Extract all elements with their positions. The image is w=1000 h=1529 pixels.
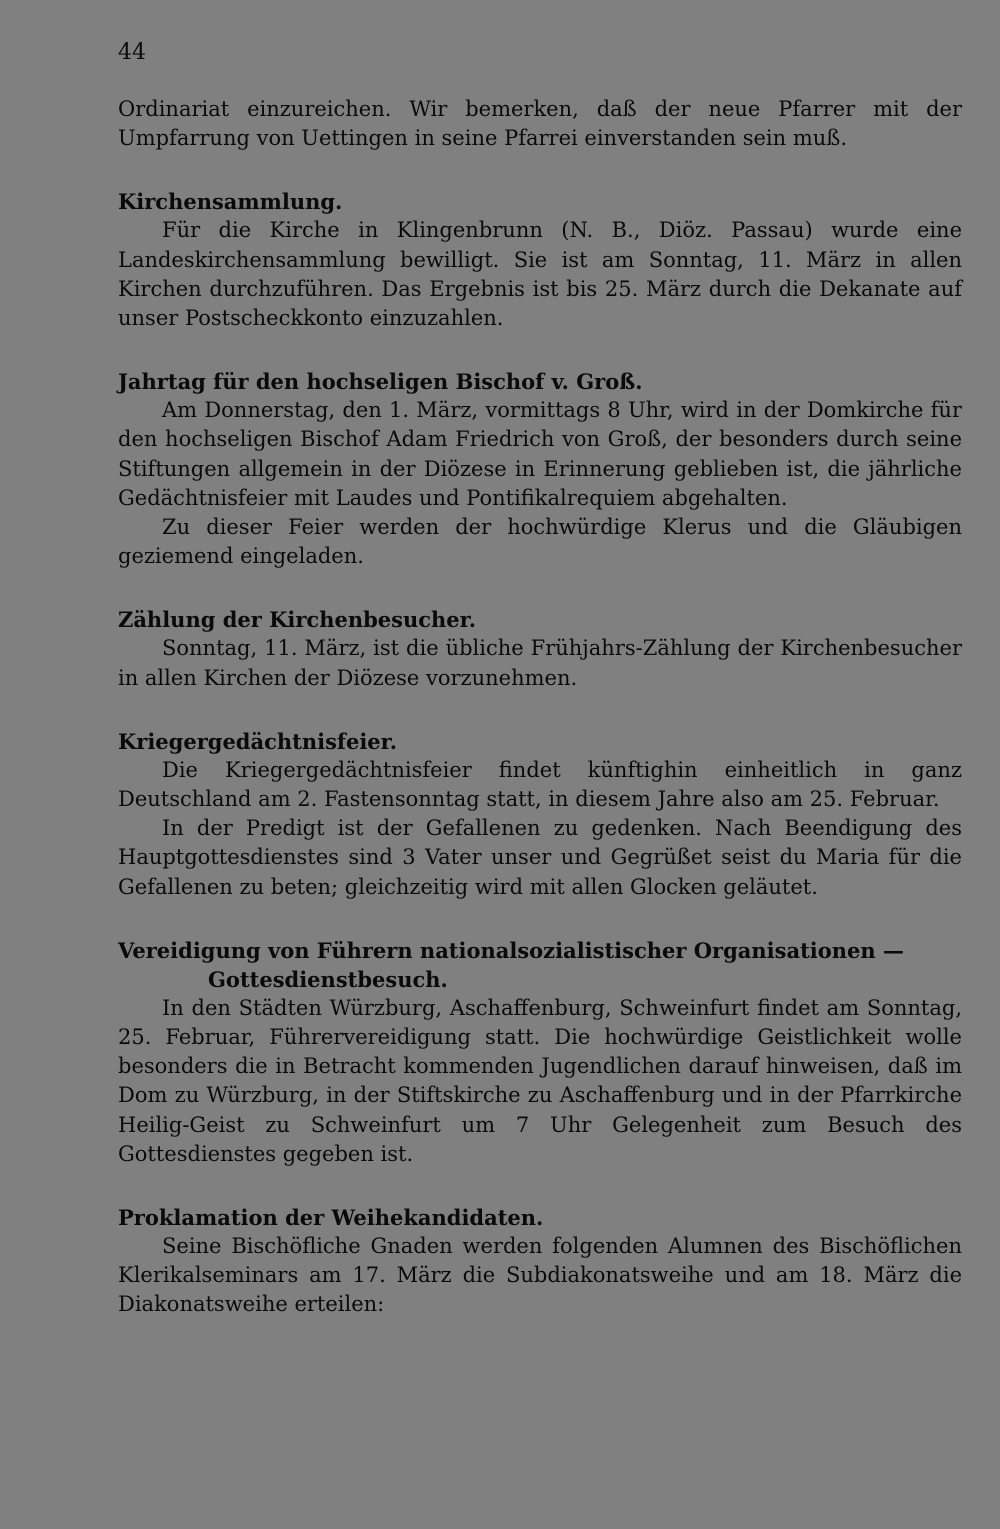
section-heading: Proklamation der Weihekandidaten.	[118, 1205, 544, 1231]
section-paragraph: Seine Bischöfliche Gnaden werden folgenden Alumnen des Bischöflichen Klerikalseminars am 17. März die Subdiakonatsweihe und am 18. März die Diakonatsweihe erteilen:	[118, 1234, 962, 1317]
section-zaehlung	[118, 605, 962, 692]
section-kirchensammlung	[118, 187, 962, 333]
section-heading: Kriegergedächtnisfeier.	[118, 728, 398, 754]
spacer	[118, 693, 962, 727]
section-paragraph: In der Predigt ist der Gefallenen zu gedenken. Nach Beendigung des Hauptgottesdienstes sind 3 Vater unser und Gegrüßet seist du Maria für die Gefallenen zu beten; gleichzeitig wird mit allen Glocken geläutet.	[118, 816, 962, 899]
section-heading: Zählung der Kirchenbesucher.	[118, 607, 477, 633]
spacer	[118, 1169, 962, 1203]
section-paragraph: Für die Kirche in Klingenbrunn (N. B., Diöz. Passau) wurde eine Landeskirchensammlung bewilligt. Sie ist am Sonntag, 11. März in allen Kirchen durchzuführen. Das Ergebnis ist bis 25. März durch die Dekanate auf unser Postscheckkonto einzuzahlen.	[118, 218, 962, 331]
spacer	[118, 333, 962, 367]
section-paragraph: Am Donnerstag, den 1. März, vormittags 8 Uhr, wird in der Domkirche für den hochseligen Bischof Adam Friedrich von Groß, der besonders durch seine Stiftungen allgemein in der Diözese in Erinnerung geblieben ist, die jährliche Gedächtnisfeier mit Laudes und Pontifikalrequiem abgehalten.	[118, 398, 962, 510]
section-proklamation	[118, 1203, 962, 1320]
section-kriegergedaechtnisfeier	[118, 727, 962, 902]
intro-paragraph: Ordinariat einzureichen. Wir bemerken, daß der neue Pfarrer mit der Umpfarrung von Uettingen in seine Pfarrei einverstanden sein muß.	[118, 97, 962, 151]
section-paragraph: Zu dieser Feier werden der hochwürdige Klerus und die Gläubigen geziemend eingeladen.	[118, 515, 962, 569]
page-number: 44	[118, 40, 146, 65]
section-heading: Vereidigung von Führern nationalsozialistischer Organisationen — Gottesdienstbesuch.	[118, 937, 904, 992]
section-heading: Kirchensammlung.	[118, 189, 343, 215]
section-paragraph: Die Kriegergedächtnisfeier findet künftighin einheitlich in ganz Deutschland am 2. Fastensonntag statt, in diesem Jahre also am 25. Februar.	[118, 757, 962, 812]
spacer	[118, 571, 962, 605]
section-paragraph: Sonntag, 11. März, ist die übliche Frühjahrs-Zählung der Kirchenbesucher in allen Kirchen der Diözese vorzunehmen.	[118, 636, 962, 690]
section-jahrtag	[118, 367, 962, 571]
section-paragraph: In den Städten Würzburg, Aschaffenburg, Schweinfurt findet am Sonntag, 25. Februar, Führervereidigung statt. Die hochwürdige Geistlichkeit wolle besonders die in Betracht kommenden Jugendlichen darauf hinweisen, daß im Dom zu Würzburg, in der Stiftskirche zu Aschaffenburg und in der Pfarrkirche Heilig-Geist zu Schweinfurt um 7 Uhr Gelegenheit zum Besuch des Gottesdienstes gegeben ist.	[118, 995, 962, 1166]
spacer	[118, 902, 962, 936]
section-heading: Jahrtag für den hochseligen Bischof v. Groß.	[118, 369, 643, 395]
section-vereidigung	[118, 936, 962, 1169]
spacer	[118, 153, 962, 187]
